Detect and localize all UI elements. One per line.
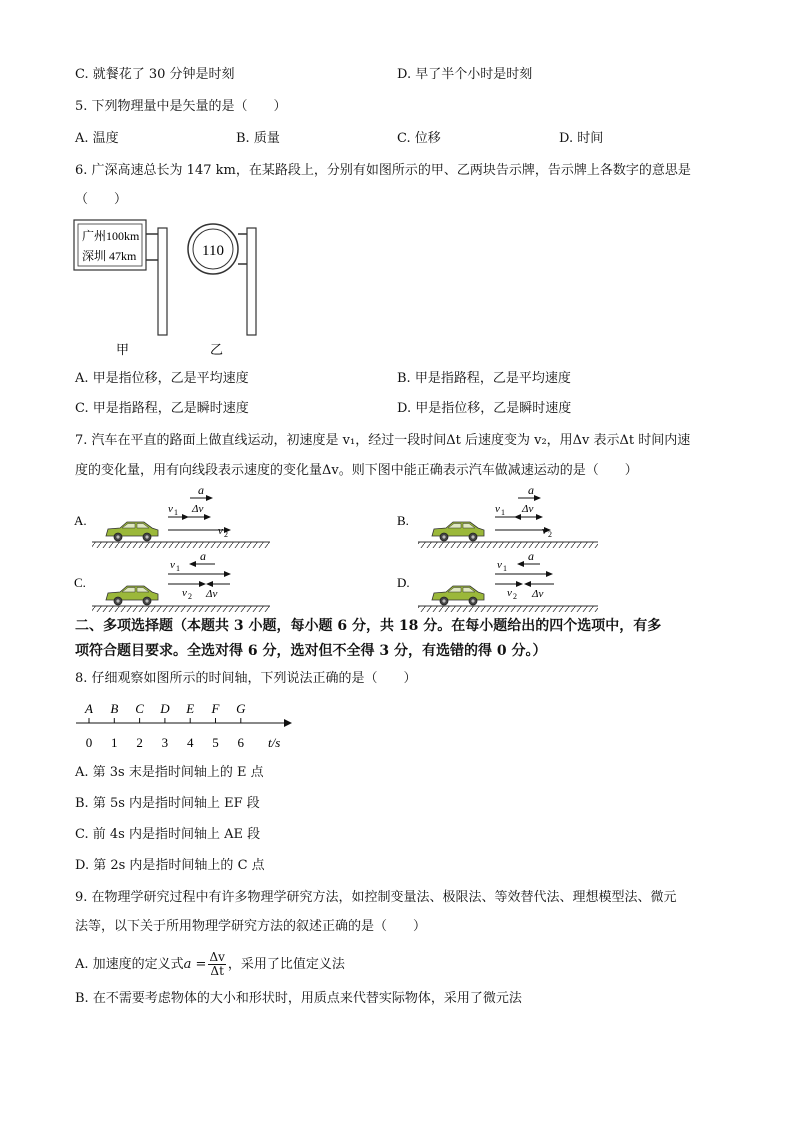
q4-option-c: C. 就餐花了 30 分钟是时刻 — [75, 67, 235, 82]
q5-option-c: C. 位移 — [397, 131, 441, 146]
delta-v-label: Δv — [522, 503, 534, 515]
q6-signs-figure — [70, 216, 270, 361]
timeline-axis-label: t/s — [268, 735, 281, 750]
q7-figures — [70, 480, 630, 612]
q6-stem-bracket: （ ） — [75, 192, 128, 207]
q7-label-d: D. — [397, 575, 410, 590]
label-jia: 甲 — [116, 342, 130, 357]
q6-option-b: B. 甲是指路程，乙是平均速度 — [397, 371, 571, 386]
timeline-point-label: G — [236, 701, 246, 716]
timeline-point-label: A — [85, 701, 93, 716]
v1-subscript: 1 — [174, 508, 178, 517]
q7-label-a: A. — [74, 513, 87, 528]
timeline-point-label: C — [135, 701, 144, 716]
speed-sign-value: 110 — [202, 243, 224, 259]
car-icon — [432, 522, 484, 541]
q6-option-a: A. 甲是指位移，乙是平均速度 — [75, 371, 249, 386]
accel-label: a — [200, 549, 206, 563]
timeline-number-label: 0 — [85, 735, 93, 750]
q8-option-a: A. 第 3s 末是指时间轴上的 E 点 — [75, 765, 264, 780]
delta-v-label: Δv — [532, 588, 544, 600]
q5-option-a: A. 温度 — [75, 131, 119, 146]
q7-label-c: C. — [74, 575, 86, 590]
q6-option-c: C. 甲是指路程，乙是瞬时速度 — [75, 401, 249, 416]
timeline-number-label: 3 — [161, 735, 169, 750]
q7-figure-a — [92, 483, 270, 548]
v1-subscript: 1 — [501, 508, 505, 517]
timeline-number-label: 6 — [237, 735, 245, 750]
sign-line-shenzhen: 深圳 47km — [82, 249, 137, 263]
accel-label: a — [528, 549, 534, 563]
accel-label: a — [198, 483, 204, 497]
timeline-point-label: E — [186, 701, 195, 716]
label-yi: 乙 — [210, 342, 224, 357]
q8-timeline — [70, 696, 300, 756]
ground-hatch — [92, 542, 270, 548]
q9-stem-line1: 9. 在物理学研究过程中有许多物理学研究方法，如控制变量法、极限法、等效替代法、理想模型法、微元 — [75, 890, 677, 905]
ground-hatch — [418, 606, 598, 612]
sign-line-guangzhou: 广州100km — [82, 229, 140, 243]
timeline-ticks — [84, 701, 246, 750]
q7-figure-b — [418, 483, 598, 548]
q7-figure-c — [92, 549, 270, 612]
q8-option-b: B. 第 5s 内是指时间轴上 EF 段 — [75, 796, 260, 811]
speed-sign-post — [247, 228, 256, 335]
timeline-number-label: 5 — [212, 735, 219, 750]
q9-option-a-suffix: ，采用了比值定义法 — [227, 957, 345, 972]
q9-stem-line2: 法等，以下关于所用物理学研究方法的叙述正确的是（ ） — [75, 919, 427, 934]
q7-stem-line2: 度的变化量，用有向线段表示速度的变化量Δv。则下图中能正确表示汽车做减速运动的是（ ） — [75, 463, 638, 478]
v1-symbol: v — [495, 503, 500, 515]
ground-hatch — [418, 542, 598, 548]
q8-option-d: D. 第 2s 内是指时间轴上的 C 点 — [75, 858, 265, 873]
q6-stem: 6. 广深高速总长为 147 km，在某路段上，分别有如图所示的甲、乙两块告示牌，告示牌上各数字的意思是 — [75, 163, 691, 178]
car-icon — [106, 586, 158, 605]
timeline-arrowhead — [284, 719, 292, 727]
v1-symbol: v — [168, 503, 173, 515]
v2-subscript: 2 — [188, 592, 192, 601]
q9-formula-fraction — [208, 951, 225, 978]
q9-option-a — [75, 950, 345, 980]
q7-figure-d — [418, 549, 598, 612]
v2-subscript: 2 — [224, 530, 228, 539]
section-2-heading-line1: 二、多项选择题（本题共 3 小题，每小题 6 分，共 18 分。在每小题给出的四个选项中，有多 — [75, 618, 662, 634]
timeline-point-label: B — [110, 701, 119, 716]
q9-option-a-prefix: A. 加速度的定义式 — [75, 957, 184, 972]
v2-symbol: v — [218, 525, 223, 537]
delta-v-label: Δv — [192, 503, 204, 515]
q4-option-d: D. 早了半个小时是时刻 — [397, 67, 533, 82]
q7-label-b: B. — [397, 513, 409, 528]
q5-option-d: D. 时间 — [559, 131, 604, 146]
ground-hatch — [92, 606, 270, 612]
section-2-heading-line2: 项符合题目要求。全选对得 6 分，选对但不全得 3 分，有选错的得 0 分。） — [75, 643, 547, 659]
fraction-denominator: Δt — [210, 964, 224, 978]
timeline-number-label: 1 — [111, 735, 118, 750]
v1-subscript: 1 — [176, 564, 180, 573]
timeline-number-label: 4 — [186, 735, 194, 750]
q8-option-c: C. 前 4s 内是指时间轴上 AE 段 — [75, 827, 261, 842]
v2-subscript: 2 — [548, 530, 552, 539]
timeline-point-label: D — [160, 701, 170, 716]
timeline-number-label: 2 — [136, 735, 143, 750]
v1-symbol: v — [170, 559, 175, 571]
car-icon — [432, 586, 484, 605]
q7-stem-line1: 7. 汽车在平直的路面上做直线运动，初速度是 v₁，经过一段时间Δt 后速度变为 v₂，用Δv 表示Δt 时间内速 — [75, 433, 691, 448]
v2-symbol: v — [507, 587, 512, 599]
q9-formula-lhs: a = — [183, 957, 207, 972]
v2-subscript: 2 — [513, 592, 517, 601]
timeline-point-label: F — [211, 701, 220, 716]
v1-symbol: v — [497, 559, 502, 571]
q5-stem: 5. 下列物理量中是矢量的是（ ） — [75, 99, 287, 114]
distance-sign-post — [158, 228, 167, 335]
car-icon — [106, 522, 158, 541]
q6-option-d: D. 甲是指位移，乙是瞬时速度 — [397, 401, 572, 416]
fraction-numerator: Δv — [209, 950, 225, 964]
q5-option-b: B. 质量 — [236, 131, 280, 146]
v2-symbol: v — [542, 525, 547, 537]
q8-stem: 8. 仔细观察如图所示的时间轴，下列说法正确的是（ ） — [75, 671, 417, 686]
v1-subscript: 1 — [503, 564, 507, 573]
accel-label: a — [528, 483, 534, 497]
v2-symbol: v — [182, 587, 187, 599]
delta-v-label: Δv — [206, 588, 218, 600]
q9-option-b: B. 在不需要考虑物体的大小和形状时，用质点来代替实际物体，采用了微元法 — [75, 991, 522, 1006]
